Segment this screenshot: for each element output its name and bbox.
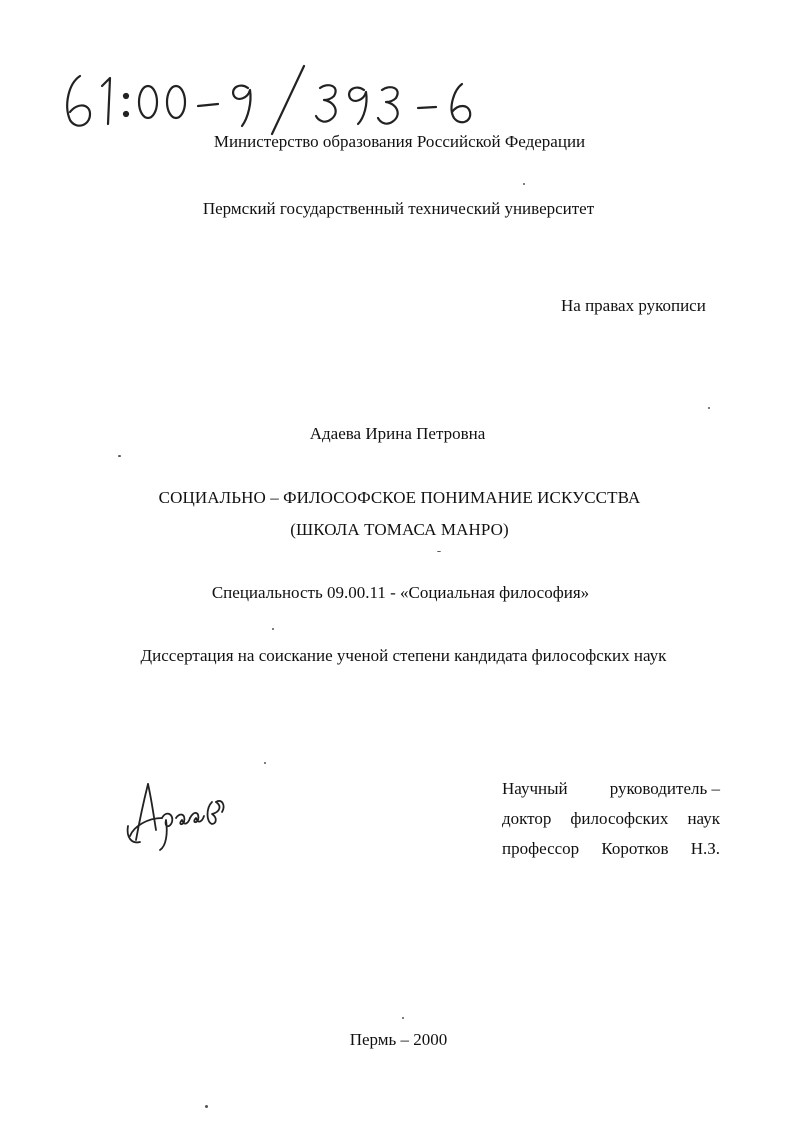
supervisor-word: Н.З. <box>690 839 720 858</box>
author-name: Адаева Ирина Петровна <box>309 424 486 443</box>
supervisor-block <box>502 774 720 864</box>
supervisor-word: доктор <box>502 809 552 828</box>
scan-speck <box>118 455 121 457</box>
scan-speck <box>264 762 266 764</box>
scan-speck <box>523 183 525 185</box>
supervisor-word: руководитель – <box>609 779 720 798</box>
supervisor-word: Научный <box>502 779 568 798</box>
handwritten-archive-code <box>58 62 478 142</box>
scan-speck <box>205 1105 208 1108</box>
supervisor-line-3 <box>502 834 720 864</box>
city-year: Пермь – 2000 <box>349 1030 448 1049</box>
supervisor-line-2 <box>502 804 720 834</box>
supervisor-word: Коротков <box>601 839 669 858</box>
rights-notice: На правах рукописи <box>561 296 706 315</box>
supervisor-word: наук <box>687 809 720 828</box>
specialty: Специальность 09.00.11 - «Социальная философия» <box>211 583 590 602</box>
dissertation-title-line-2: (ШКОЛА ТОМАСА МАНРО) <box>290 520 509 539</box>
supervisor-word: профессор <box>502 839 580 858</box>
university-name: Пермский государственный технический университет <box>202 199 595 218</box>
supervisor-line-1 <box>502 774 720 804</box>
supervisor-word: философских <box>570 809 669 828</box>
scan-speck <box>437 551 441 552</box>
scan-speck <box>708 407 710 409</box>
scan-speck <box>402 1017 404 1019</box>
scan-speck <box>272 628 274 630</box>
ministry-name: Министерство образования Российской Федерации <box>213 132 586 151</box>
author-signature <box>126 778 236 858</box>
dissertation-title-line-1: СОЦИАЛЬНО – ФИЛОСОФСКОЕ ПОНИМАНИЕ ИСКУССТВА <box>158 488 641 507</box>
dissertation-degree: Диссертация на соискание ученой степени кандидата философских наук <box>140 646 667 665</box>
